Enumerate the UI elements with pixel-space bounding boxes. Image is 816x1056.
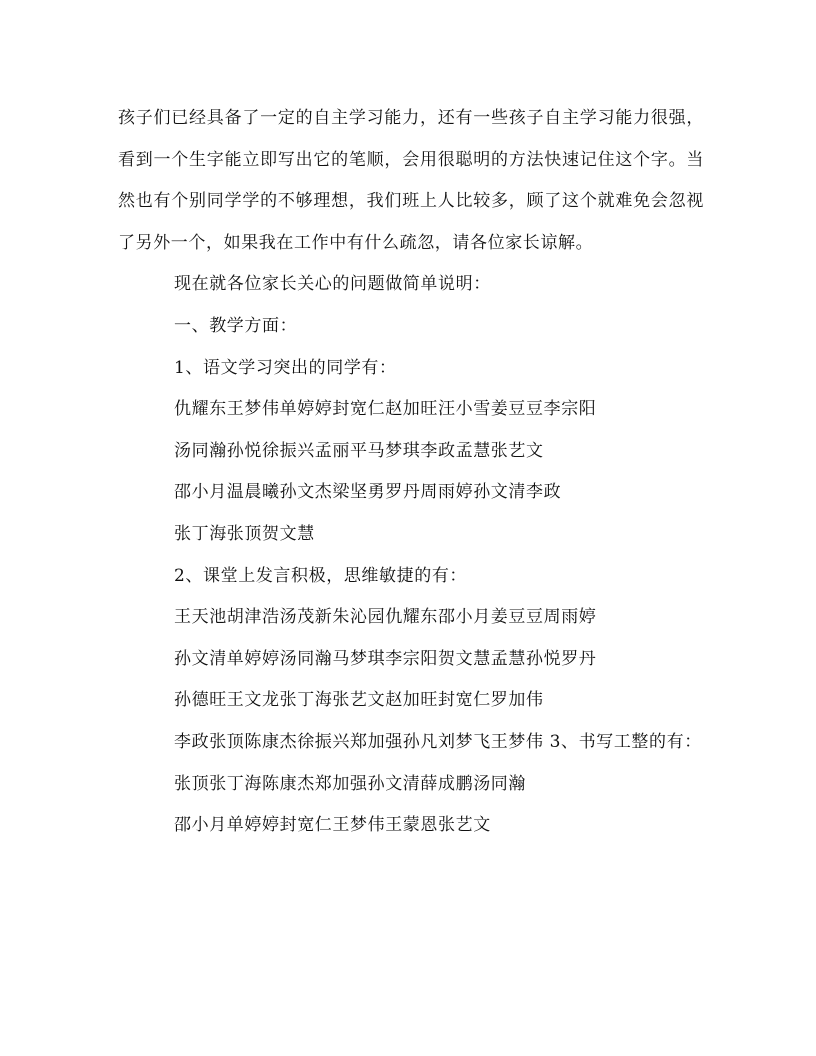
name-list-line-with-item-3-heading: 李政张顶陈康杰徐振兴郑加强孙凡刘梦飞王梦伟 3、书写工整的有： xyxy=(174,731,702,752)
name-list-line: 王天池胡津浩汤茂新朱沁园仇耀东邵小月姜豆豆周雨婷 xyxy=(174,607,597,628)
name-list-line: 张顶张丁海陈康杰郑加强孙文清薛成鹏汤同瀚 xyxy=(174,773,526,794)
name-list-line: 汤同瀚孙悦徐振兴孟丽平马梦琪李政孟慧张艺文 xyxy=(174,440,544,461)
name-list-line: 张丁海张顶贺文慧 xyxy=(174,523,315,544)
intro-paragraph: 孩子们已经具备了一定的自主学习能力，还有一些孩子自主学习能力很强，看到一个生字能立即写出它的笔顺，会用很聪明的方法快速记住这个字。当然也有个别同学学的不够理想，我们班上人比较多，顾了这个就难免会忽视了另外一个，如果我在工作中有什么疏忽，请各位家长谅解。 xyxy=(118,108,704,253)
document-body xyxy=(118,98,704,847)
section-heading-teaching: 一、教学方面： xyxy=(174,315,298,336)
name-list-line: 孙德旺王文龙张丁海张艺文赵加旺封宽仁罗加伟 xyxy=(174,690,544,711)
item-1-heading: 1、语文学习突出的同学有： xyxy=(174,357,397,378)
item-2-heading: 2、课堂上发言积极，思维敏捷的有： xyxy=(174,565,468,586)
explanation-intro: 现在就各位家长关心的问题做简单说明： xyxy=(174,274,491,295)
name-list-line: 邵小月单婷婷封宽仁王梦伟王蒙恩张艺文 xyxy=(174,815,491,836)
name-list-line: 邵小月温晨曦孙文杰梁坚勇罗丹周雨婷孙文清李政 xyxy=(174,482,562,503)
name-list-line: 孙文清单婷婷汤同瀚马梦琪李宗阳贺文慧孟慧孙悦罗丹 xyxy=(174,648,597,669)
name-list-line: 仇耀东王梦伟单婷婷封宽仁赵加旺汪小雪姜豆豆李宗阳 xyxy=(174,399,597,420)
